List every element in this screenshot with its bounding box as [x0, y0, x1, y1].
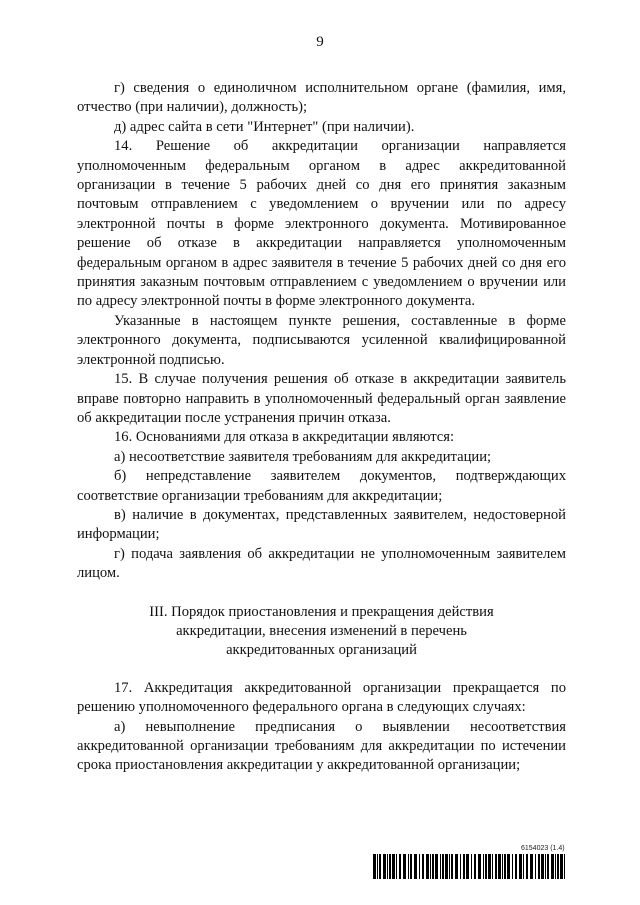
document-body	[77, 79, 566, 776]
paragraph: д) адрес сайта в сети "Интернет" (при наличии).	[114, 118, 415, 135]
paragraph: а) невыполнение предписания о выявлении несоответствия аккредитованной организации требованиям для аккредитации по истечении срока приостановления аккредитации у аккредитованной организации;	[77, 718, 566, 774]
section-heading	[77, 603, 566, 661]
page-number: 9	[316, 34, 324, 50]
paragraph: 17. Аккредитация аккредитованной организации прекращается по решению уполномоченного федерального органа в следующих случаях:	[77, 679, 566, 716]
document-code: 6154023 (1.4)	[521, 845, 565, 852]
paragraph: г) сведения о единоличном исполнительном органе (фамилия, имя, отчество (при наличии), должность);	[77, 80, 566, 116]
paragraph: 16. Основаниями для отказа в аккредитации являются:	[114, 429, 455, 446]
paragraph: г) подача заявления об аккредитации не уполномоченным заявителем лицом.	[77, 545, 566, 582]
paragraph: 14. Решение об аккредитации организации направляется уполномоченным федеральным органом в адрес аккредитованной организации в течение 5 рабочих дней со дня его принятия заказным почтовым отправлением с уведомлением о вручении или по адресу электронной почты в форме электронного документа. Мотивированное решение об отказе в аккредитации направляется уполномоченным федеральным органом в адрес заявителя в течение 5 рабочих дней со дня его принятия заказным почтовым отправлением с уведомлением о вручении или по адресу электронной почты в форме электронного документа.	[77, 138, 566, 310]
section-heading-line: аккредитации, внесения изменений в перечень	[176, 622, 467, 639]
paragraph: 15. В случае получения решения об отказе в аккредитации заявитель вправе повторно направить в уполномоченный федеральный орган заявление об аккредитации после устранения причин отказа.	[77, 371, 566, 426]
paragraph: б) непредставление заявителем документов, подтверждающих соответствие организации требованиям для аккредитации;	[77, 468, 566, 504]
paragraph: в) наличие в документах, представленных заявителем, недостоверной информации;	[77, 506, 566, 543]
paragraph: Указанные в настоящем пункте решения, составленные в форме электронного документа, подписываются усиленной квалифицированной электронной подписью.	[77, 312, 566, 368]
barcode-icon	[373, 854, 566, 879]
section-heading-line: III. Порядок приостановления и прекращения действия	[149, 603, 494, 620]
paragraph: а) несоответствие заявителя требованиям для аккредитации;	[114, 448, 492, 465]
section-heading-line: аккредитованных организаций	[226, 642, 417, 659]
